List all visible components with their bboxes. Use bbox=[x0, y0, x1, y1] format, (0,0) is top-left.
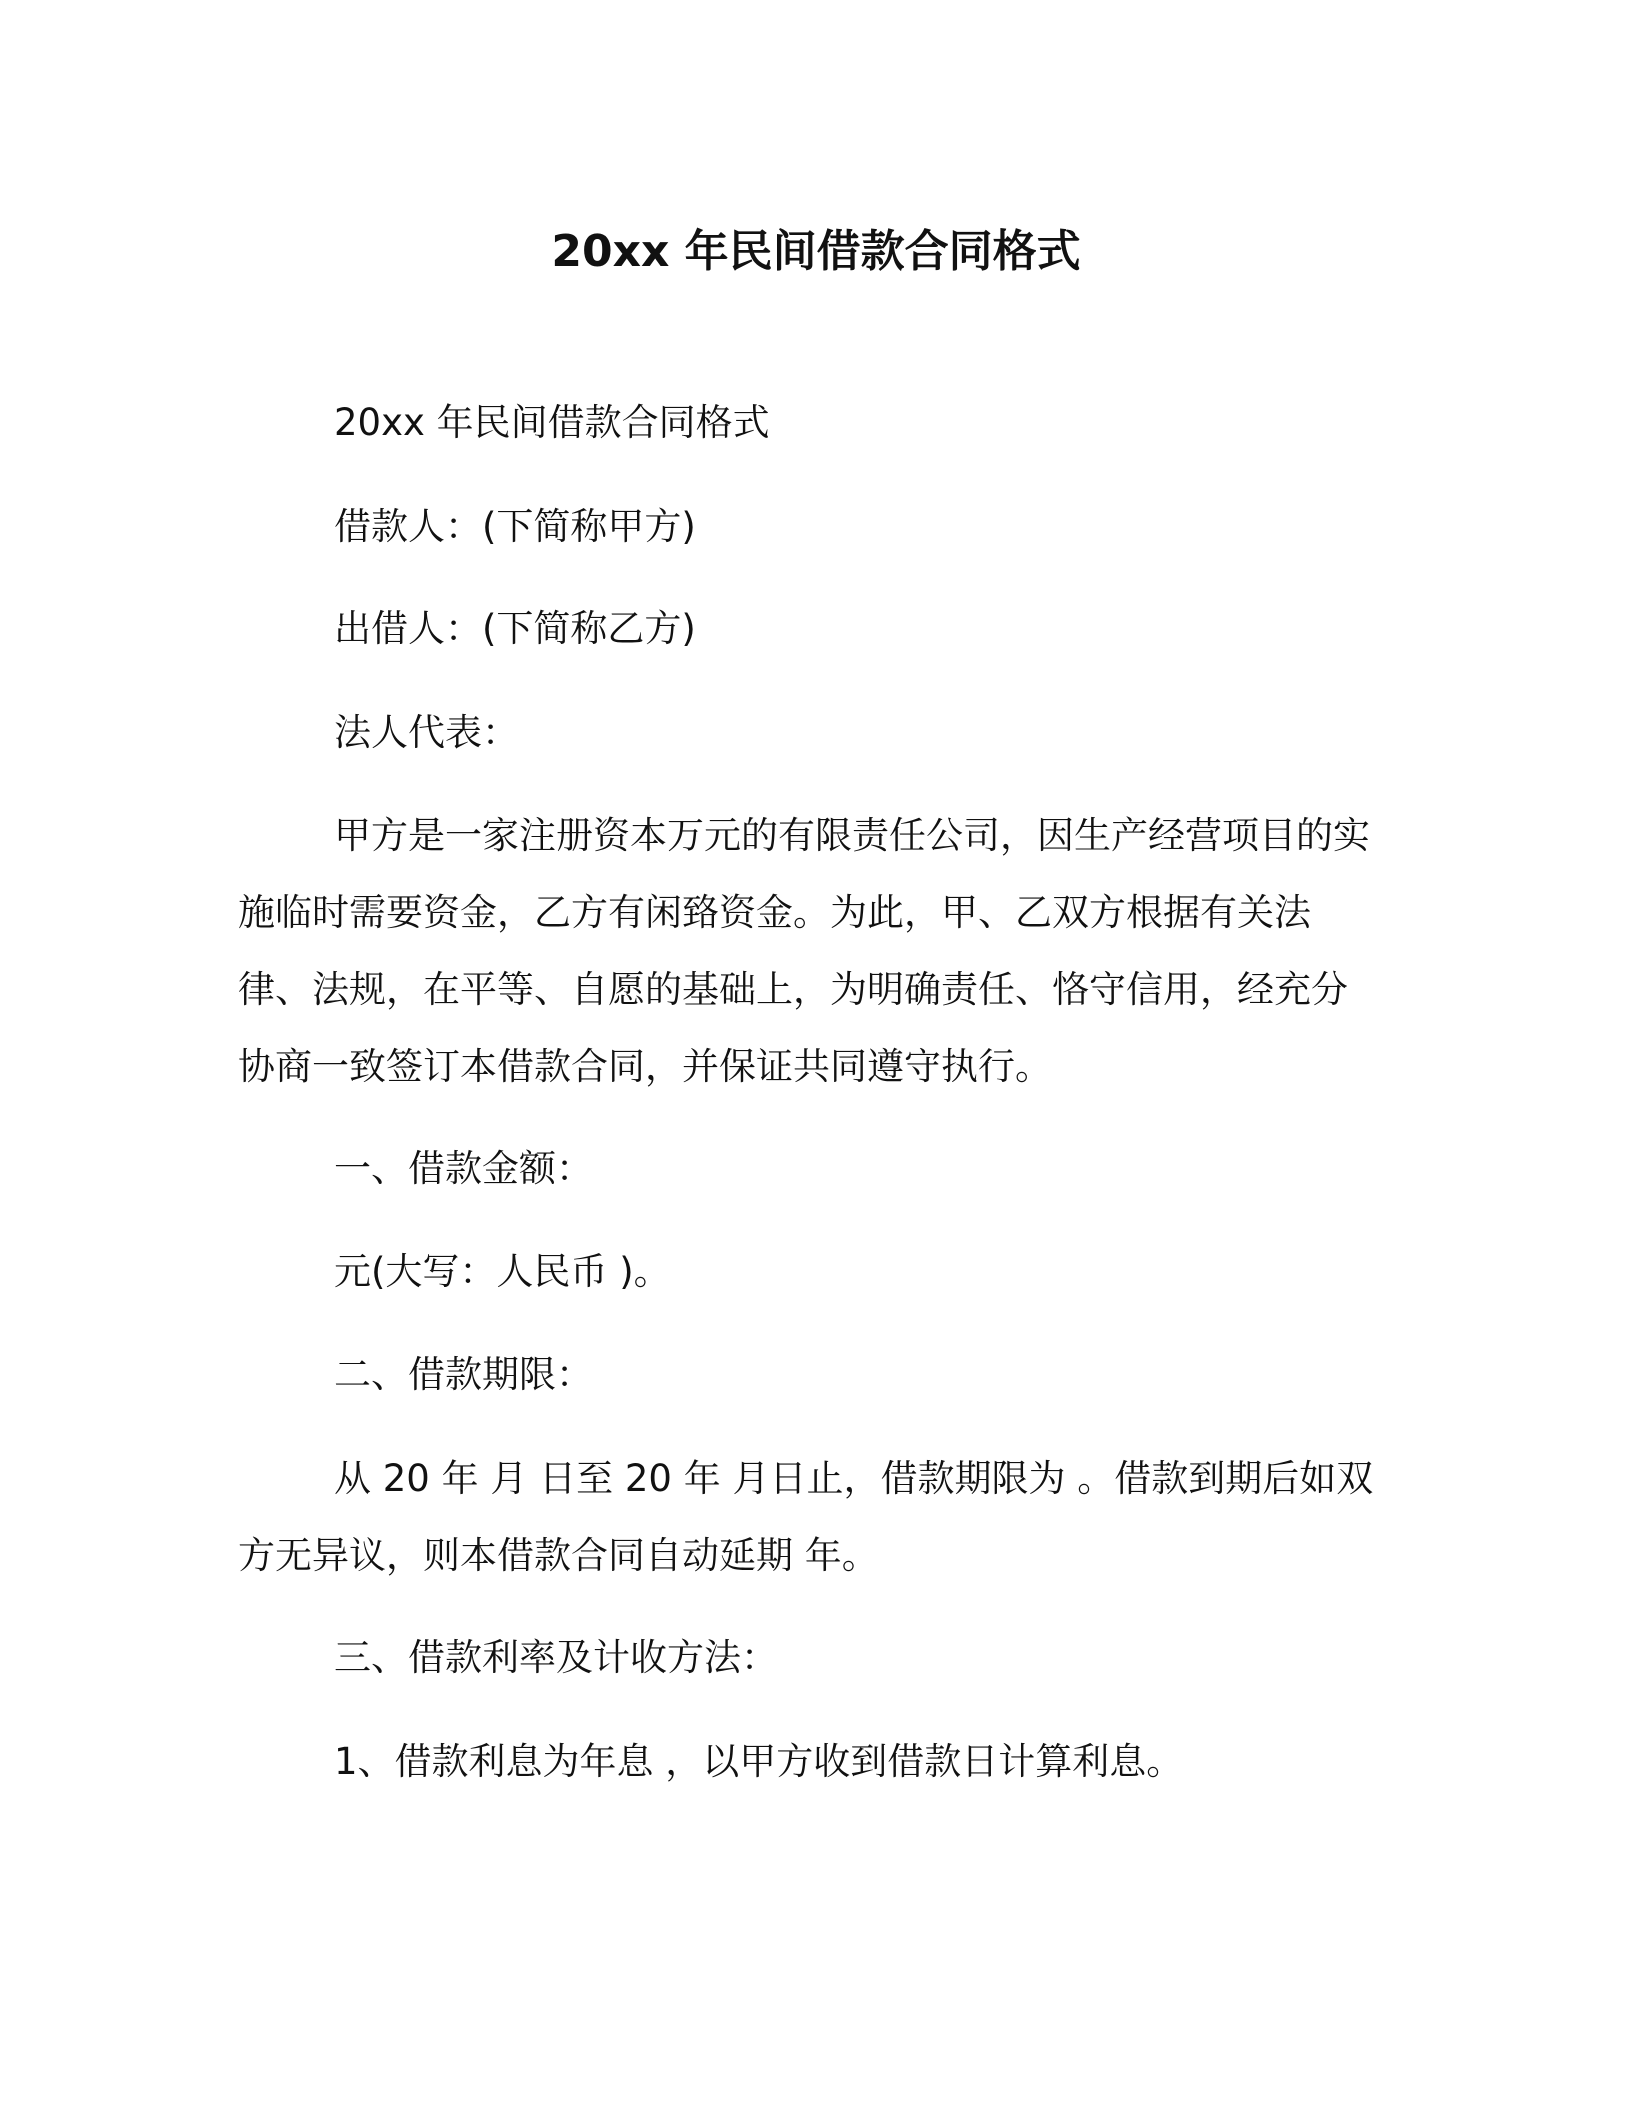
paragraph-borrower: 借款人：(下简称甲方) bbox=[334, 505, 696, 548]
section-heading-loan-term: 二、借款期限： bbox=[334, 1353, 593, 1396]
paragraph-heading: 20xx 年民间借款合同格式 bbox=[334, 401, 770, 444]
paragraph-lender: 出借人：(下简称乙方) bbox=[334, 607, 696, 650]
paragraph-loan-term: 从 20 年 月 日至 20 年 月日止，借款期限为 。借款到期后如双方无异议，则本借款合同自动延期 年。 bbox=[238, 1457, 1374, 1577]
paragraph-loan-amount: 元(大写：人民币 )。 bbox=[334, 1250, 671, 1293]
paragraph-interest-item-1: 1、借款利息为年息 ，以甲方收到借款日计算利息。 bbox=[334, 1740, 1184, 1783]
paragraph-legal-representative: 法人代表： bbox=[334, 711, 519, 754]
document-title: 20xx 年民间借款合同格式 bbox=[551, 226, 1081, 277]
paragraph-preamble: 甲方是一家注册资本万元的有限责任公司，因生产经营项目的实施临时需要资金，乙方有闲臵资金。为此，甲、乙双方根据有关法律、法规，在平等、自愿的基础上，为明确责任、恪守信用，经充分协商一致签订本借款合同，并保证共同遵守执行。 bbox=[238, 814, 1370, 1088]
section-heading-loan-amount: 一、借款金额： bbox=[334, 1147, 593, 1190]
section-heading-interest: 三、借款利率及计收方法： bbox=[334, 1636, 778, 1679]
